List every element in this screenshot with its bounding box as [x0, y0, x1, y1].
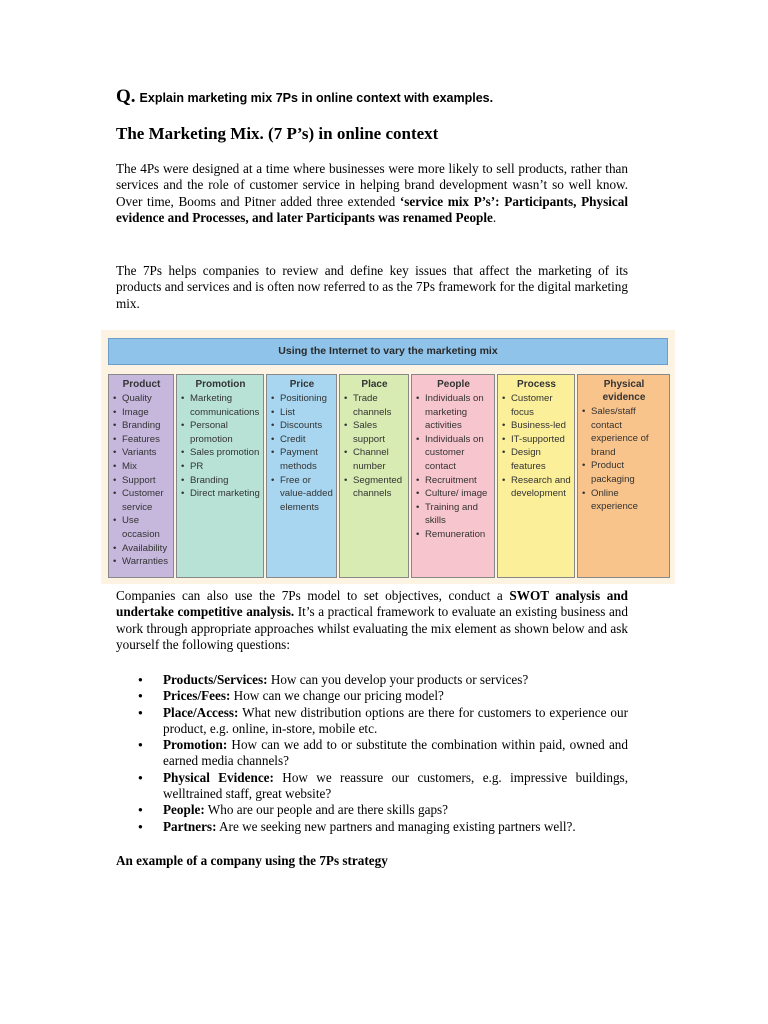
figure-column-item: • Product packaging [582, 459, 666, 486]
figure-column-title: Process [517, 379, 556, 390]
figure-column-title: Product [122, 379, 161, 390]
figure-column-item: • Free or value-added elements [271, 474, 333, 515]
list-item [138, 672, 628, 688]
figure-column-item: • Sales promotion [181, 446, 260, 460]
paragraph-objectives-bold: SWOT analysis and undertake competitive analysis. [116, 588, 628, 620]
figure-banner: Using the Internet to vary the marketing mix [108, 338, 668, 365]
list-item-label: Partners: [163, 818, 217, 834]
question-letter: Q. [116, 86, 136, 107]
figure-column-item: • Availability [113, 542, 170, 556]
list-item-text: How can we change our pricing model? [230, 688, 444, 704]
figure-column-list [181, 392, 260, 501]
figure-column-physical-evidence [577, 374, 670, 578]
figure-column-item: • Payment methods [271, 446, 333, 473]
figure-column-item: • Marketing communications [181, 392, 260, 419]
list-item [138, 770, 628, 803]
figure-column-item: • Sales support [344, 419, 405, 446]
question-line [116, 86, 493, 108]
figure-column-title: Price [289, 379, 315, 390]
figure-column-process [497, 374, 575, 578]
list-item-text: Who are our people and are there skills gaps? [204, 802, 449, 818]
figure-column-title: Place [361, 379, 388, 390]
figure-column-item: • Individuals on marketing activities [416, 392, 491, 433]
figure-column-item: • Remuneration [416, 528, 491, 542]
figure-column-item: • Warranties [113, 555, 170, 569]
paragraph-objectives [116, 588, 628, 653]
list-item-text: How can we add to or substitute the combination within paid, owned and earned media channels? [163, 737, 628, 769]
paragraph-intro-bold: ‘service mix P’s’: Participants, Physical evidence and Processes, and later Participants was renamed People [116, 193, 628, 225]
figure-column-item: • Direct marketing [181, 487, 260, 501]
figure-column-item: • Business-led [502, 419, 571, 433]
list-item-label: Promotion: [163, 737, 228, 753]
figure-column-item: • Use occasion [113, 514, 170, 541]
figure-column-promotion [176, 374, 264, 578]
figure-column-item: • Mix [113, 460, 170, 474]
figure-column-item: • IT-supported [502, 433, 571, 447]
figure-column-list [502, 392, 571, 501]
figure-column-item: • Segmented channels [344, 474, 405, 501]
figure-column-item: • Research and development [502, 474, 571, 501]
figure-column-item: • Recruitment [416, 474, 491, 488]
list-item [138, 688, 628, 704]
figure-column-item: • Branding [181, 474, 260, 488]
paragraph-intro-text: The 4Ps were designed at a time where businesses were more likely to sell products, rather than services and the role of customer service in helping brand development wasn’t so well know. Over time, Booms and Pitner added three extended [116, 161, 628, 209]
paragraph-objectives-text: Companies can also use the 7Ps model to set objectives, conduct a [116, 588, 510, 603]
list-item [138, 802, 628, 818]
list-item-label: Physical Evidence: [163, 769, 274, 785]
list-item-label: Products/Services: [163, 672, 268, 687]
figure-column-item: • Trade channels [344, 392, 405, 419]
figure-column-item: • List [271, 406, 333, 420]
figure-column-item: • Discounts [271, 419, 333, 433]
figure-column-item: • Quality [113, 392, 170, 406]
figure-column-item: • Individuals on customer contact [416, 433, 491, 474]
list-item-label: People: [163, 802, 205, 818]
figure-column-list [582, 405, 666, 514]
list-item-text: How we reassure our customers, e.g. impressive buildings, welltrained staff, great website? [163, 769, 628, 802]
figure-column-list [344, 392, 405, 501]
list-item-label: Place/Access: [163, 704, 239, 720]
figure-column-item: • Image [113, 406, 170, 420]
example-heading: An example of a company using the 7Ps strategy [116, 853, 388, 868]
figure-column-item: • Training and skills [416, 501, 491, 528]
figure-column-item: • Personal promotion [181, 419, 260, 446]
figure-column-item: • PR [181, 460, 260, 474]
list-item [138, 705, 628, 738]
figure-column-item: • Branding [113, 419, 170, 433]
figure-column-item: • Customer focus [502, 392, 571, 419]
questions-list [138, 672, 628, 835]
figure-column-item: • Sales/staff contact experience of brand [582, 405, 666, 459]
figure-column-title: People [437, 379, 470, 390]
figure-column-title: Promotion [195, 379, 246, 390]
paragraph-intro [116, 161, 628, 226]
question-text: Explain marketing mix 7Ps in online context with examples. [139, 91, 494, 105]
paragraph-intro-end: . [492, 209, 497, 225]
figure-column-item: • Positioning [271, 392, 333, 406]
list-item-text: What new distribution options are there for customers to experience our product, e.g. online, in-store, mobile etc. [163, 704, 628, 736]
paragraph-objectives-end: It’s a practical framework to evaluate an existing business and work through appropriate approaches whilst evaluating the mix element as shown below and ask yourself the following questions: [116, 604, 628, 652]
figure-column-product [108, 374, 174, 578]
figure-column-item: • Features [113, 433, 170, 447]
paragraph-7ps: The 7Ps helps companies to review and define key issues that affect the marketing of its products and services and is often now referred to as the 7Ps framework for the digital marketing mix. [116, 263, 628, 311]
figure-column-list [271, 392, 333, 514]
figure-column-list [416, 392, 491, 542]
list-item [138, 819, 628, 835]
section-heading: The Marketing Mix. (7 P’s) in online context [116, 124, 439, 143]
figure-column-item: • Credit [271, 433, 333, 447]
figure-column-item: • Culture/ image [416, 487, 491, 501]
list-item [138, 737, 628, 770]
figure-column-title: Physical evidence [602, 379, 646, 403]
marketing-mix-figure [101, 330, 675, 584]
figure-column-item: • Online experience [582, 487, 666, 514]
figure-column-price [266, 374, 337, 578]
list-item-text: Are we seeking new partners and managing existing partners well?. [216, 818, 576, 834]
figure-column-people [411, 374, 495, 578]
figure-column-item: • Support [113, 474, 170, 488]
figure-column-item: • Customer service [113, 487, 170, 514]
figure-column-item: • Channel number [344, 446, 405, 473]
figure-column-list [113, 392, 170, 569]
figure-column-place [339, 374, 409, 578]
figure-column-item: • Variants [113, 446, 170, 460]
list-item-label: Prices/Fees: [163, 688, 231, 704]
figure-column-item: • Design features [502, 446, 571, 473]
list-item-text: How can you develop your products or services? [267, 672, 529, 687]
